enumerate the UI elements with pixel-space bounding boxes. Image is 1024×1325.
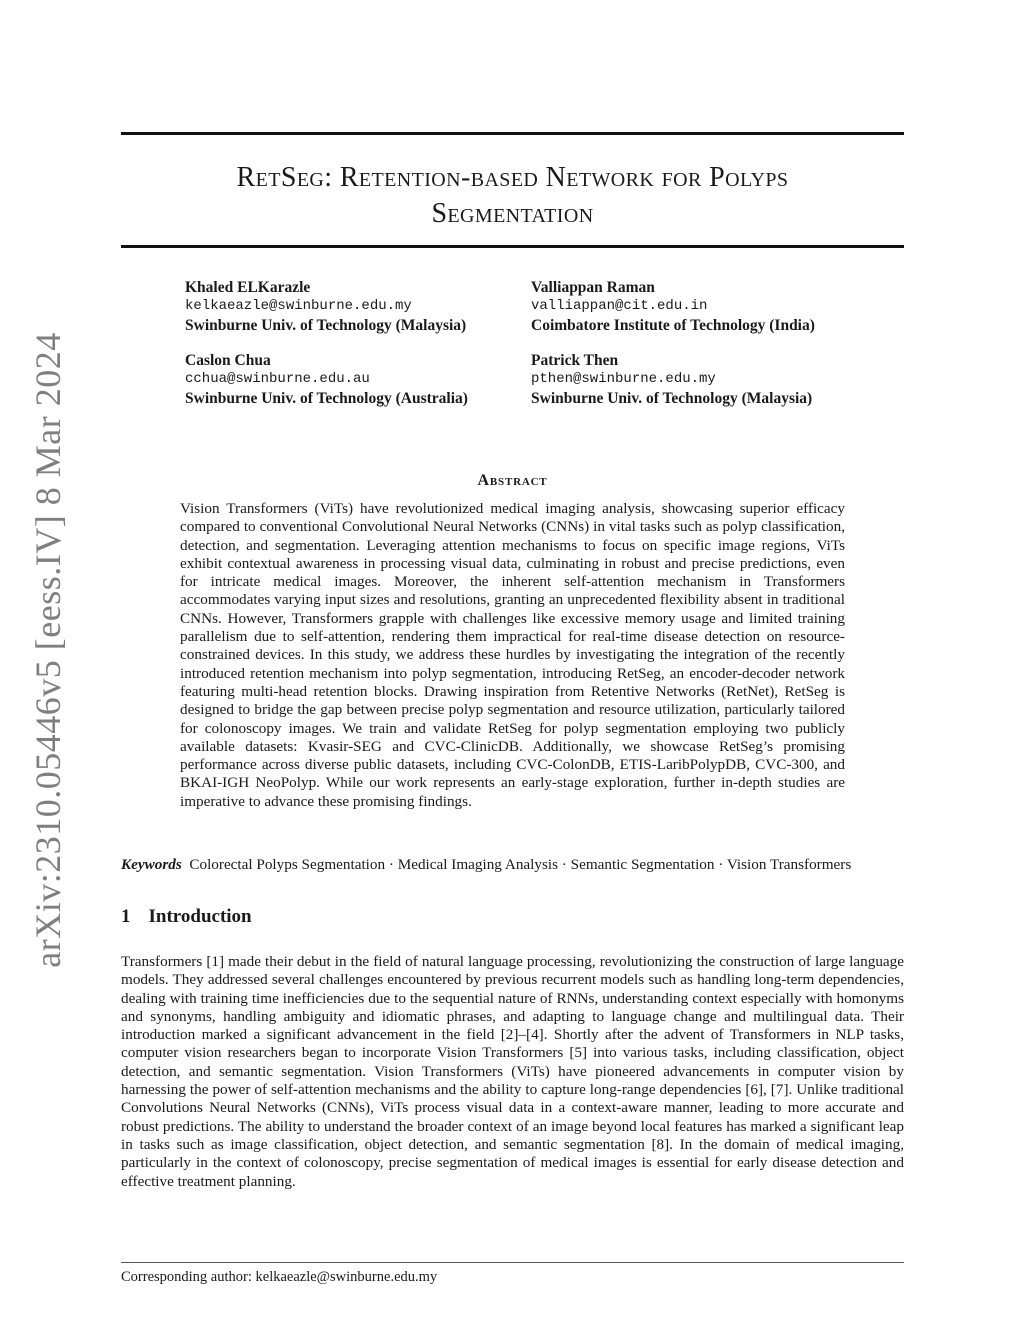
author-email[interactable]: cchua@swinburne.edu.au [185, 371, 370, 387]
author-block [185, 351, 545, 408]
author-name: Valliappan Raman [531, 279, 655, 296]
author-email[interactable]: valliappan@cit.edu.in [531, 298, 708, 314]
title-line-1: RetSeg: Retention-based Network for Polyps [236, 162, 789, 193]
section-title: Introduction [148, 906, 252, 927]
author-block [531, 351, 891, 408]
title-top-rule [121, 132, 904, 135]
author-name: Patrick Then [531, 352, 619, 369]
author-affiliation: Swinburne Univ. of Technology (Malaysia) [185, 317, 467, 334]
paper-title [121, 160, 904, 232]
author-email[interactable]: kelkaeazle@swinburne.edu.my [185, 298, 412, 314]
author-name: Caslon Chua [185, 352, 271, 369]
keywords-text: Colorectal Polyps Segmentation · Medical Imaging Analysis · Semantic Segmentation · Vision Transformers [189, 856, 852, 873]
author-name: Khaled ELKarazle [185, 279, 311, 296]
keywords-label: Keywords [121, 856, 182, 873]
abstract-text: Vision Transformers (ViTs) have revolutionized medical imaging analysis, showcasing superior efficacy compared to conventional Convolutional Neural Networks (CNNs) in vital tasks such as polyp classification, detection, and segmentation. Leveraging attention mechanisms to focus on specific image regions, ViTs exhibit contextual awareness in processing visual data, culminating in robust and precise predictions, even for intricate medical images. Moreover, the inherent self-attention mechanism in Transformers accommodates varying input sizes and resolutions, granting an unprecedented flexibility absent in traditional CNNs. However, Transformers grapple with challenges like excessive memory usage and limited training parallelism due to self-attention, rendering them impractical for real-time disease detection on resource-constrained devices. In this study, we address these hurdles by investigating the integration of the recently introduced retention mechanism into polyp segmentation, introducing RetSeg, an encoder-decoder network featuring multi-head retention blocks. Drawing inspiration from Retentive Networks (RetNet), RetSeg is designed to bridge the gap between precise polyp segmentation and resource utilization, particularly tailored for colonoscopy images. We train and validate RetSeg for polyp segmentation employing two publicly available datasets: Kvasir-SEG and CVC-ClinicDB. Additionally, we showcase RetSeg’s promising performance across diverse public datasets, including CVC-ColonDB, ETIS-LaribPolypDB, CVC-300, and BKAI-IGH NeoPolyp. While our work represents an early-stage exploration, further in-depth studies are imperative to advance these promising findings. [180, 500, 845, 810]
footnote-rule [121, 1262, 904, 1263]
author-affiliation: Coimbatore Institute of Technology (India) [531, 317, 815, 334]
author-block [531, 278, 891, 335]
author-email[interactable]: pthen@swinburne.edu.my [531, 371, 716, 387]
arxiv-sidebar-stamp: arXiv:2310.05446v5 [eess.IV] 8 Mar 2024 [28, 332, 68, 968]
title-line-2: Segmentation [431, 198, 594, 229]
abstract-heading: Abstract [477, 472, 548, 489]
section-heading [121, 906, 252, 928]
keywords-line [121, 855, 904, 874]
author-block [185, 278, 545, 335]
author-affiliation: Swinburne Univ. of Technology (Malaysia) [531, 390, 813, 407]
section-number: 1 [121, 906, 131, 927]
author-affiliation: Swinburne Univ. of Technology (Australia) [185, 390, 468, 407]
footnote: Corresponding author: kelkaeazle@swinburne.edu.my [121, 1269, 438, 1285]
introduction-text: Transformers [1] made their debut in the field of natural language processing, revolutionizing the construction of large language models. They addressed several challenges encountered by previous recurrent models such as handling long-term dependencies, dealing with training time inefficiencies due to the sequential nature of RNNs, understanding context especially with homonyms and synonyms, handling ambiguity and idiomatic phrases, and adapting to language change and multilingual data. Their introduction marked a significant advancement in the field [2]–[4]. Shortly after the advent of Transformers in NLP tasks, computer vision researchers began to incorporate Vision Transformers [5] into various tasks, including classification, object detection, and semantic segmentation. Vision Transformers (ViTs) have pioneered advancements in computer vision by harnessing the power of self-attention mechanisms and the ability to capture long-range dependencies [6], [7]. Unlike traditional Convolutions Neural Networks (CNNs), ViTs process visual data in a context-aware manner, leading to more accurate and robust predictions. The ability to understand the broader context of an image beyond local features has marked a significant leap in tasks such as image classification, object detection, and semantic segmentation [8]. In the domain of medical imaging, particularly in the context of colonoscopy, precise segmentation of medical images is essential for early disease detection and effective treatment planning. [121, 953, 904, 1190]
title-bottom-rule [121, 245, 904, 248]
